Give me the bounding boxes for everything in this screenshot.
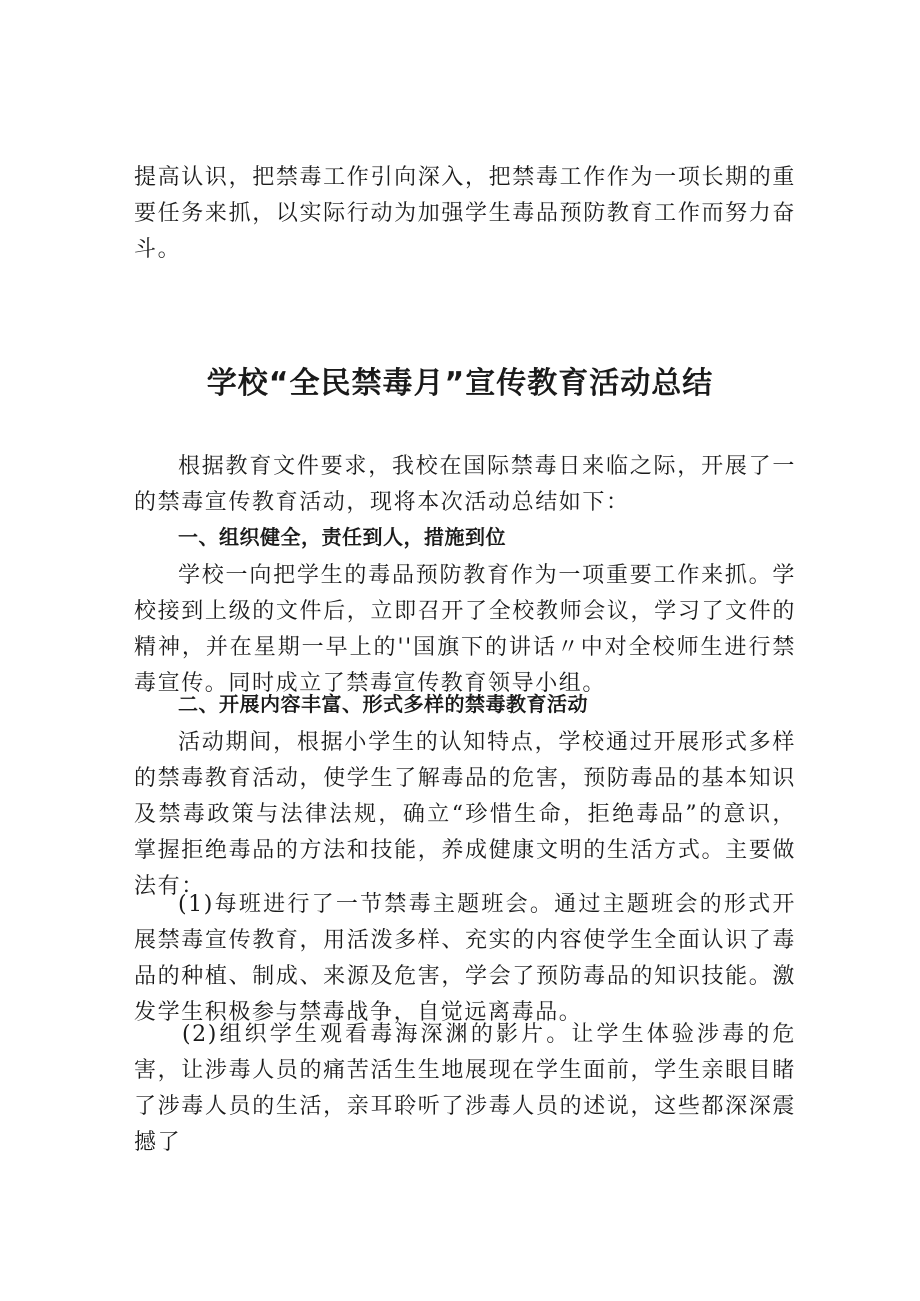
section1-paragraph: 学校一向把学生的毒品预防教育作为一项重要工作来抓。学校接到上级的文件后，立即召开了全校教师会议，学习了文件的精神，并在星期一早上的''国旗下的讲话〃中对全校师生进行禁毒宣传。同时成立了禁毒宣传教育领导小组。	[134, 563, 796, 696]
item1-paragraph: (1)每班进行了一节禁毒主题班会。通过主题班会的形式开展禁毒宣传教育，用活泼多样、充实的内容使学生全面认识了毒品的种植、制成、来源及危害，学会了预防毒品的知识技能。激发学生积极参与禁毒战争，自觉远离毒品。	[134, 892, 796, 1025]
page-title: 学校“全民禁毒月”宣传教育活动总结	[206, 366, 714, 401]
section1-heading: 一、组织健全，责任到人，措施到位	[178, 525, 506, 549]
section2-paragraph: 活动期间，根据小学生的认知特点，学校通过开展形式多样的禁毒教育活动，使学生了解毒品的危害，预防毒品的基本知识及禁毒政策与法律法规，确立“珍惜生命，拒绝毒品”的意识，掌握拒绝毒品的方法和技能，养成健康文明的生活方式。主要做法有：	[134, 730, 796, 899]
intro-paragraph: 提高认识，把禁毒工作引向深入，把禁毒工作作为一项长期的重要任务来抓，以实际行动为加强学生毒品预防教育工作而努力奋斗。	[134, 165, 796, 262]
section2-heading: 二、开展内容丰富、形式多样的禁毒教育活动	[178, 692, 588, 716]
item2-paragraph: (2)组织学生观看毒海深渊的影片。让学生体验涉毒的危害，让涉毒人员的痛苦活生生地展现在学生面前，学生亲眼目睹了涉毒人员的生活，亲耳聆听了涉毒人员的述说，这些都深深震撼了	[134, 1022, 796, 1155]
opening-paragraph: 根据教育文件要求，我校在国际禁毒日来临之际，开展了一的禁毒宣传教育活动，现将本次活动总结如下：	[134, 454, 796, 515]
